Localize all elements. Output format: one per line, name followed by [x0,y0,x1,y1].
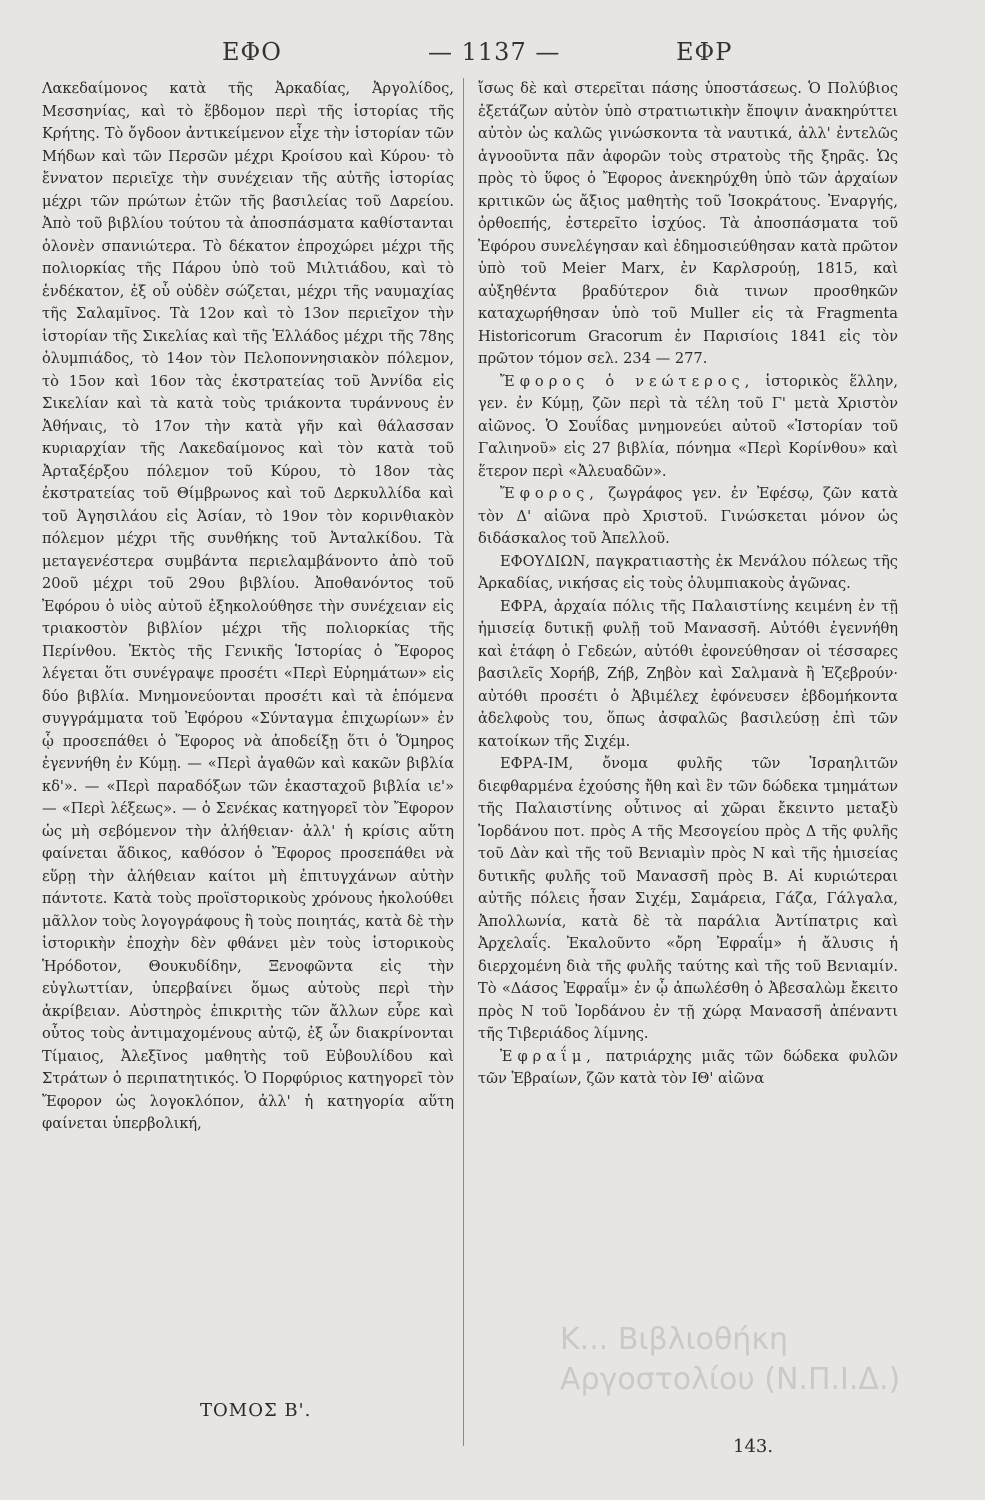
entry-headword: Ἔφορος ὁ νεώτερος, [500,372,755,390]
entry-ephoros-painter: Ἔφορος, ζωγράφος γεν. ἐν Ἐφέσῳ, ζῶν κατὰ τὸν Δ' αἰῶνα πρὸ Χριστοῦ. Γινώσκεται μόνον ὡς διδάσκαλος τοῦ Ἀπελλοῦ. [478,485,898,547]
volume-label: ΤΟΜΟΣ Β'. [200,1400,312,1421]
header-right-word: ΕΦΡ [676,38,733,66]
header-left-word: ΕΦΟ [222,38,282,66]
entry-headword: Ἐφραΐμ, [500,1047,596,1065]
entry-ephraim-patriarch: Ἐφραΐμ, πατριάρχης μιᾶς τῶν δώδεκα φυλῶν τῶν Ἑβραίων, ζῶν κατὰ τὸν ΙΘ' αἰῶνα [478,1047,898,1087]
left-paragraph: Λακεδαίμονος κατὰ τῆς Ἀρκαδίας, Ἀργολίδος, Μεσσηνίας, καὶ τὸ ἕβδομον περὶ τῆς ἱστορίας τῆς Κρήτης. Τὸ ὄγδοον ἀντικείμενον εἶχε τὴν ἱστορίαν τῶν Μήδων καὶ τῶν Περσῶν μέχρι Κροίσου καὶ Κύρου· τὸ ἔννατον περιεῖχε τὴν συνέχειαν τῆς αὐτῆς ἱστορίας μέχρι τῶν πρώτων ἐτῶν τῆς βασιλείας τοῦ Δαρείου. Ἀπὸ τοῦ βιβλίου τούτου τὰ ἀποσπάσματα καθίστανται ὁλονὲν σπανιώτερα. Τὸ δέκατον ἐπροχώρει μέχρι τῆς πολιορκίας τῆς Πάρου ὑπὸ τοῦ Μιλτιάδου, καὶ τὸ ἑνδέκατον, ἐξ οὗ οὐδὲν σώζεται, μέχρι τῆς ναυμαχίας τῆς Σαλαμῖνος. Τὰ 12ον καὶ τὸ 13ον περιεῖχον τὴν ἱστορίαν τῆς Σικελίας καὶ τῆς Ἑλλάδος μέχρι τῆς 78ης ὀλυμπιάδος, τὸ 14ον τὸν Πελοποννησιακὸν πόλεμον, τὸ 15ον καὶ 16ον τὰς ἐκστρατείας τοῦ Ἀννίδα εἰς Σικελίαν καὶ τὰ κατὰ τοὺς τριάκοντα τυράννους ἐν Ἀθήναις, τὸ 17ον τὴν κατὰ γῆν καὶ θάλασσαν κυριαρχίαν τῆς Λακεδαίμονος καὶ τὸν κατὰ τοῦ Ἀρταξέρξου πόλεμον τοῦ Κύρου, τὸ 18ον τὰς ἐκστρατείας τοῦ Θίμβρωνος καὶ τοῦ Δερκυλλίδα καὶ τοῦ Ἀγησιλάου εἰς Ἀσίαν, τὸ 19ον τὸν κορινθιακὸν πόλεμον μέχρι τῆς συνθήκης τοῦ Ἀνταλκίδου. Τὰ μεταγενέστερα συμβάντα περιελαμβάνοντο ἀπὸ τοῦ 20οῦ μέχρι τοῦ 29ου βιβλίου. Ἀποθανόντος τοῦ Ἐφόρου ὁ υἱὸς αὐτοῦ ἐξηκολούθησε τὴν συνέχειαν εἰς τριακοστὸν βιβλίον μέχρι τῆς πολιορκίας τῆς Περίνθου. Ἐκτὸς τῆς Γενικῆς Ἱστορίας ὁ Ἔφορος λέγεται ὅτι συνέγραψε προσέτι «Περὶ Εὑρημάτων» εἰς δύο βιβλία. Μνημονεύονται προσέτι καὶ τὰ ἑπόμενα συγγράμματα τοῦ Ἐφόρου «Σύνταγμα ἐπιχωρίων» ἐν ᾧ προσεπάθει ὁ Ἔφορος νὰ ἀποδείξῃ ὅτι ὁ Ὅμηρος ἐγεννήθη ἐν Κύμῃ. — «Περὶ ἀγαθῶν καὶ κακῶν βιβλία κδ'». — «Περὶ παραδόξων τῶν ἑκασταχοῦ βιβλία ιε'» — «Περὶ λέξεως». — ὁ Σενέκας κατηγορεῖ τὸν Ἔφορον ὡς μὴ σεβόμενον τὴν ἀλήθειαν· ἀλλ' ἡ κρίσις αὕτη φαίνεται ἄδικος, καθόσον ὁ Ἔφορος προσεπάθει νὰ εὕρῃ τὴν ἀλήθειαν καίτοι μὴ ἐπιτυγχάνων αὐτὴν πάντοτε. Κατὰ τοὺς προϊστορικοὺς χρόνους ἠκολούθει μᾶλλον τοὺς λογογράφους ἢ τοὺς ποιητάς, κατὰ δὲ τὴν ἱστορικὴν ἐποχὴν δὲν φθάνει μὲν τοὺς ἱστορικοὺς Ἡρόδοτον, Θουκυδίδην, Ξενοφῶντα εἰς τὴν εὐγλωττίαν, ὑπερβαίνει ὅμως αὐτοὺς περὶ τὴν ἀκρίβειαν. Αὐστηρὸς ἐπικριτὴς τῶν ἄλλων εὗρε καὶ οὗτος τοὺς ἀντιμαχομένους αὐτῷ, ἐξ ὧν διακρίνονται Τίμαιος, Ἀλεξῖνος μαθητὴς τοῦ Εὐβουλίδου καὶ Στράτων ὁ περιπατητικός. Ὁ Πορφύριος κατηγορεῖ τὸν Ἔφορον ὡς λογοκλόπον, ἀλλ' ἡ κατηγορία αὕτη φαίνεται ὑπερβολική, [42,80,454,1132]
library-watermark: Κ... Βιβλιοθήκη Αργοστολίου (Ν.Π.Ι.Δ.) [560,1322,901,1397]
page-number: — 1137 — [428,38,561,66]
column-divider [463,78,464,1446]
signature-mark: 143. [733,1436,774,1457]
entry-ephoros-younger: Ἔφορος ὁ νεώτερος, ἱστορικὸς ἕλλην, γεν. ἐν Κύμῃ, ζῶν περὶ τὰ τέλη τοῦ Γ' μετὰ Χριστὸν αἰῶνος. Ὁ Σουΐδας μνημονεύει αὐτοῦ «Ἱστορίαν τοῦ Γαλιηνοῦ» εἰς 27 βιβλία, πόνημα «Περὶ Κορίνθου» καὶ ἕτερον περὶ «Ἀλευαδῶν». [478,372,899,480]
entry-ephraim-tribe: ΕΦΡΑ-ΙΜ, ὄνομα φυλῆς τῶν Ἰσραηλιτῶν διεφθαρμένα ἐχούσης ἤθη καὶ ἓν τῶν δώδεκα τμημάτων τῆς Παλαιστίνης οὗτινος αἱ χῶραι ἔκειντο μεταξὺ Ἰορδάνου ποτ. πρὸς Α τῆς Μεσογείου πρὸς Δ τῆς φυλῆς τοῦ Δὰν καὶ τῆς τοῦ Βενιαμὶν πρὸς Ν καὶ τῆς ἡμισείας δυτικῆς φυλῆς τοῦ Μανασσῆ πρὸς Β. Αἱ κυριώτεραι αὐτῆς πόλεις ἦσαν Σιχέμ, Σαμάρεια, Γάζα, Γάλγαλα, Ἀπολλωνία, κατὰ δὲ τὰ παράλια Ἀντίπατρις καὶ Ἀρχελαΐς. Ἐκαλοῦντο «ὄρη Ἐφραΐμ» ἡ ἄλυσις ἡ διερχομένη διὰ τῆς φυλῆς ταύτης καὶ τῆς τοῦ Βενιαμίν. Τὸ «Δάσος Ἐφραΐμ» ἐν ᾧ ἀπωλέσθη ὁ Ἀβεσαλὼμ ἔκειτο πρὸς Ν τοῦ Ἰορδάνου ἐν τῇ χώρᾳ Μανασσῆ ἀπέναντι τῆς Τιβεριάδος λίμνης. [478,755,898,1042]
right-column [478,78,898,1091]
entry-ephra: ΕΦΡΑ, ἀρχαία πόλις τῆς Παλαιστίνης κειμένη ἐν τῇ ἡμισείᾳ δυτικῇ φυλῇ τοῦ Μανασσῆ. Αὐτόθι ἐγεννήθη καὶ ἐτάφη ὁ Γεδεών, αὐτόθι ἐφονεύθησαν οἱ τέσσαρες βασιλεῖς Χορήβ, Ζήβ, Ζηβὸν καὶ Σαλμανὰ ἢ Ἐζεβρούν· αὐτόθι προσέτι ὁ Ἀβιμέλεχ ἐφόνευσεν ἑβδομήκοντα ἀδελφοὺς του, ὅπως ἀσφαλῶς βασιλεύσῃ ἐπὶ τῶν κατοίκων τῆς Σιχέμ. [478,597,898,750]
left-column [42,78,454,1136]
entry-headword: Ἔφορος, [500,485,599,502]
entry-ephoudion: ΕΦΟΥΔΙΩΝ, παγκρατιαστὴς ἐκ Μενάλου πόλεως τῆς Ἀρκαδίας, νικήσας εἰς τοὺς ὀλυμπιακοὺς ἀγῶνας. [478,552,898,592]
paragraph-polybius: ἴσως δὲ καὶ στερεῖται πάσης ὑποστάσεως. Ὁ Πολύβιος ἐξετάζων αὐτὸν ὑπὸ στρατιωτικὴν ἔποψιν ἀνακηρύττει αὐτὸν ὡς καλῶς γινώσκοντα τὰ ναυτικά, ἀλλ' ἐντελῶς ἀγνοοῦντα πᾶν ἀφορῶν τοὺς στρατοὺς τῆς ξηρᾶς. Ὡς πρὸς τὸ ὕφος ὁ Ἔφορος ἀνεκηρύχθη ὑπὸ τῶν ἀρχαίων κριτικῶν ὡς ἄξιος μαθητὴς τοῦ Ἰσοκράτους. Ἐναργής, ὀρθοεπής, ἐστερεῖτο ἰσχύος. Τὰ ἀποσπάσματα τοῦ Ἐφόρου συνελέγησαν καὶ ἐδημοσιεύθησαν κατὰ πρῶτον ὑπὸ τοῦ Meier Marx, ἐν Καρλσρούῃ, 1815, καὶ αὐξηθέντα βραδύτερον διὰ τινων προσθηκῶν καταχωρήθησαν ὑπὸ τοῦ Muller εἰς τὰ Fragmenta Historicorum Gracorum ἐν Παρισίοις 1841 εἰς τὸν πρῶτον τόμον σελ. 234 — 277. [478,80,898,367]
